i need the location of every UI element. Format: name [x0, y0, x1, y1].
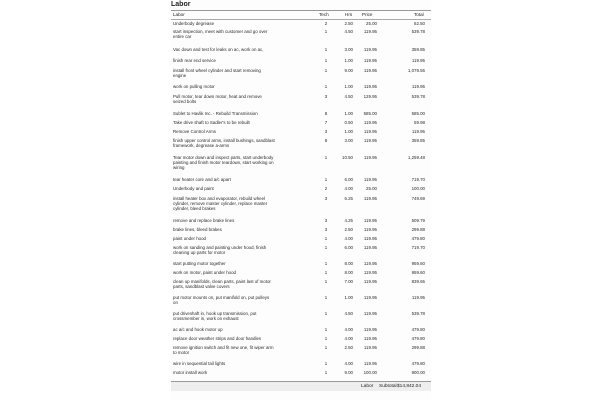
cell-hrs: 1.00 — [344, 129, 353, 134]
cell-hrs: 4.00 — [344, 336, 353, 341]
cell-desc: brake lines, bleed brakes — [173, 227, 222, 232]
cell-tech: 3 — [324, 94, 328, 99]
cell-desc: start inspection, meet with customer and go over entire car — [173, 29, 268, 40]
cell-hrs: 4.00 — [344, 327, 353, 332]
cell-tech: 1 — [324, 361, 328, 366]
cell-price: 119.95 — [363, 129, 377, 134]
cell-total: 359.85 — [411, 138, 425, 143]
cell-price: 119.95 — [363, 177, 377, 182]
cell-price: 119.95 — [363, 196, 377, 201]
cell-hrs: 6.00 — [344, 245, 353, 250]
cell-total: 299.88 — [411, 345, 425, 350]
cell-desc: Take drive shaft to Sadler's to be rebuilt — [173, 120, 250, 125]
col-total: Total — [414, 12, 424, 17]
cell-price: 119.95 — [363, 336, 377, 341]
cell-tech: 1 — [324, 279, 328, 284]
cell-desc: finish upper control arms, install bushings, sandblast framework, degrease a-arms — [173, 138, 275, 149]
cell-hrs: 1.00 — [344, 295, 353, 300]
cell-total: 479.80 — [411, 236, 425, 241]
cell-tech: 1 — [324, 68, 328, 73]
cell-desc: install front wheel cylinder and start removing engine — [173, 68, 261, 79]
cell-total: 539.78 — [411, 29, 425, 34]
cell-price: 585.00 — [363, 111, 377, 116]
cell-price: 119.95 — [363, 270, 377, 275]
cell-price: 119.95 — [363, 58, 377, 63]
cell-total: 479.80 — [411, 336, 425, 341]
cell-tech: 2 — [324, 21, 328, 26]
cell-price: 119.95 — [363, 138, 377, 143]
footer-labor-label: Labor — [361, 384, 374, 389]
cell-tech: 3 — [324, 196, 328, 201]
cell-desc: Underbody and paint — [173, 186, 214, 191]
subtotal-value: $14,842.04 — [397, 384, 422, 389]
section-heading: Labor — [171, 1, 191, 8]
cell-total: 539.78 — [411, 94, 425, 99]
cell-total: 59.98 — [414, 120, 425, 125]
cell-tech: 1 — [324, 177, 328, 182]
col-price: Price — [362, 12, 373, 17]
cell-desc: install heater box and evaporator, rebuild wheel cylinder, remove master cylinder, replace master cylinder, bleed brakes — [173, 196, 268, 212]
cell-total: 719.70 — [411, 245, 425, 250]
cell-tech: 8 — [324, 138, 328, 143]
cell-hrs: 9.00 — [344, 68, 353, 73]
cell-tech: 1 — [324, 245, 328, 250]
cell-total: 539.78 — [411, 311, 425, 316]
cell-tech: 1 — [324, 29, 328, 34]
cell-tech: 3 — [324, 227, 328, 232]
cell-tech: 3 — [324, 129, 328, 134]
cell-total: 479.80 — [411, 327, 425, 332]
cell-total: 719.70 — [411, 177, 425, 182]
cell-desc: Remove Control Arms — [173, 129, 216, 134]
cell-price: 119.95 — [363, 295, 377, 300]
cell-tech: 1 — [324, 327, 328, 332]
header-rule — [171, 19, 431, 20]
cell-tech: 1 — [324, 295, 328, 300]
col-tech: Tech — [319, 12, 329, 17]
subtotal-bar — [171, 381, 431, 391]
cell-tech: 1 — [324, 270, 328, 275]
cell-hrs: 4.50 — [344, 94, 353, 99]
cell-desc: remove ignition switch and fit new one, fit wiper arm to motor — [173, 345, 274, 356]
cell-total: 749.69 — [411, 196, 425, 201]
top-rule — [171, 10, 431, 11]
cell-total: 585.00 — [411, 111, 425, 116]
cell-price: 25.00 — [366, 21, 377, 26]
cell-desc: put driveshaft in, hook up transmission, put crossmember in, work on exhaust — [173, 311, 257, 322]
cell-total: 1,079.55 — [407, 68, 425, 73]
cell-desc: Vac down and test for leaks on ac, work on ac, — [173, 47, 264, 52]
cell-tech: 8 — [324, 111, 328, 116]
cell-hrs: 2.50 — [344, 345, 353, 350]
cell-hrs: 4.50 — [344, 311, 353, 316]
cell-hrs: 1.00 — [344, 84, 353, 89]
cell-hrs: 0.50 — [344, 120, 353, 125]
cell-hrs: 4.25 — [344, 218, 353, 223]
cell-price: 119.95 — [363, 227, 377, 232]
cell-desc: finish rear end service — [173, 58, 216, 63]
cell-desc: remove and replace brake lines — [173, 218, 235, 223]
cell-total: 62.50 — [414, 21, 425, 26]
cell-price: 119.95 — [363, 311, 377, 316]
cell-total: 1,259.48 — [407, 155, 425, 160]
cell-tech: 1 — [324, 311, 328, 316]
cell-tech: 1 — [324, 336, 328, 341]
cell-hrs: 6.25 — [344, 196, 353, 201]
cell-price: 129.95 — [363, 94, 377, 99]
cell-total: 479.80 — [411, 361, 425, 366]
cell-price: 119.95 — [363, 84, 377, 89]
cell-hrs: 3.00 — [344, 138, 353, 143]
cell-total: 119.95 — [411, 58, 425, 63]
cell-tech: 1 — [324, 261, 328, 266]
cell-desc: work on motor, paint under hood — [173, 270, 236, 275]
invoice-page — [171, 0, 431, 400]
cell-total: 100.00 — [411, 186, 425, 191]
cell-hrs: 1.00 — [344, 58, 353, 63]
cell-price: 119.95 — [363, 155, 377, 160]
cell-desc: work on pulling motor — [173, 84, 215, 89]
cell-tech: 1 — [324, 370, 328, 375]
cell-total: 119.95 — [411, 129, 425, 134]
cell-tech: 2 — [324, 186, 328, 191]
cell-total: 119.95 — [411, 295, 425, 300]
cell-hrs: 4.00 — [344, 361, 353, 366]
cell-tech: 3 — [324, 218, 328, 223]
cell-hrs: 7.00 — [344, 279, 353, 284]
cell-hrs: 3.00 — [344, 47, 353, 52]
cell-hrs: 8.00 — [344, 261, 353, 266]
cell-price: 119.95 — [363, 218, 377, 223]
cell-price: 119.95 — [363, 345, 377, 350]
cell-total: 509.79 — [411, 218, 425, 223]
cell-hrs: 4.00 — [344, 236, 353, 241]
cell-tech: 7 — [324, 120, 328, 125]
cell-desc: paint under hood — [173, 236, 206, 241]
cell-desc: Pull motor, tear down motor, heat and remove seized bolts — [173, 94, 262, 105]
cell-hrs: 8.00 — [344, 270, 353, 275]
cell-desc: replace door weather strips and door handles — [173, 336, 262, 341]
cell-price: 119.95 — [363, 120, 377, 125]
cell-price: 100.00 — [363, 370, 377, 375]
cell-desc: put motor mounts on, put manifold on, put pulleys on — [173, 295, 270, 306]
cell-total: 299.88 — [411, 227, 425, 232]
cell-total: 839.65 — [411, 279, 425, 284]
col-labor: Labor — [173, 12, 185, 17]
cell-hrs: 10.50 — [342, 155, 353, 160]
cell-price: 119.95 — [363, 47, 377, 52]
cell-total: 959.60 — [411, 261, 425, 266]
cell-desc: wire in sequential tail lights — [173, 361, 226, 366]
cell-desc: ac a/c and hook motor up — [173, 327, 223, 332]
cell-hrs: 1.00 — [344, 111, 353, 116]
cell-price: 119.95 — [363, 245, 377, 250]
cell-desc: Sublet to Havlik Inc. - Rebuild Transmission — [173, 111, 258, 116]
cell-desc: motor install work — [173, 370, 208, 375]
cell-hrs: 2.50 — [344, 21, 353, 26]
col-hrs: Hrs — [345, 12, 353, 17]
cell-hrs: 6.00 — [344, 177, 353, 182]
cell-desc: tear heater core and a/c apart — [173, 177, 231, 182]
cell-tech: 1 — [324, 47, 328, 52]
cell-price: 119.95 — [363, 29, 377, 34]
cell-desc: work on sanding and painting under hood, finish cleaning up parts for motor — [173, 245, 267, 256]
cell-tech: 1 — [324, 155, 328, 160]
cell-desc: start putting motor together — [173, 261, 226, 266]
cell-price: 119.95 — [363, 68, 377, 73]
cell-tech: 1 — [324, 84, 328, 89]
cell-tech: 1 — [324, 236, 328, 241]
cell-total: 900.00 — [411, 370, 425, 375]
cell-price: 119.95 — [363, 236, 377, 241]
cell-tech: 1 — [324, 58, 328, 63]
cell-hrs: 9.00 — [344, 370, 353, 375]
cell-hrs: 4.50 — [344, 29, 353, 34]
cell-desc: Tear motor down and inspect parts, start underbody painting and finish motor teardown, start working on wiring — [173, 155, 274, 171]
cell-tech: 1 — [324, 345, 328, 350]
cell-desc: Underbody degrease — [173, 21, 215, 26]
cell-price: 25.00 — [366, 186, 377, 191]
cell-desc: clean up manifolds, clean parts, paint last of motor parts, sandblast valve covers — [173, 279, 271, 290]
cell-price: 119.95 — [363, 261, 377, 266]
cell-price: 119.95 — [363, 361, 377, 366]
subtotal-label: Subtotal — [379, 384, 397, 389]
cell-total: 959.60 — [411, 270, 425, 275]
cell-hrs: 4.00 — [344, 186, 353, 191]
cell-total: 119.95 — [411, 84, 425, 89]
cell-hrs: 2.50 — [344, 227, 353, 232]
cell-price: 119.95 — [363, 279, 377, 284]
cell-price: 119.95 — [363, 327, 377, 332]
cell-total: 359.85 — [411, 47, 425, 52]
